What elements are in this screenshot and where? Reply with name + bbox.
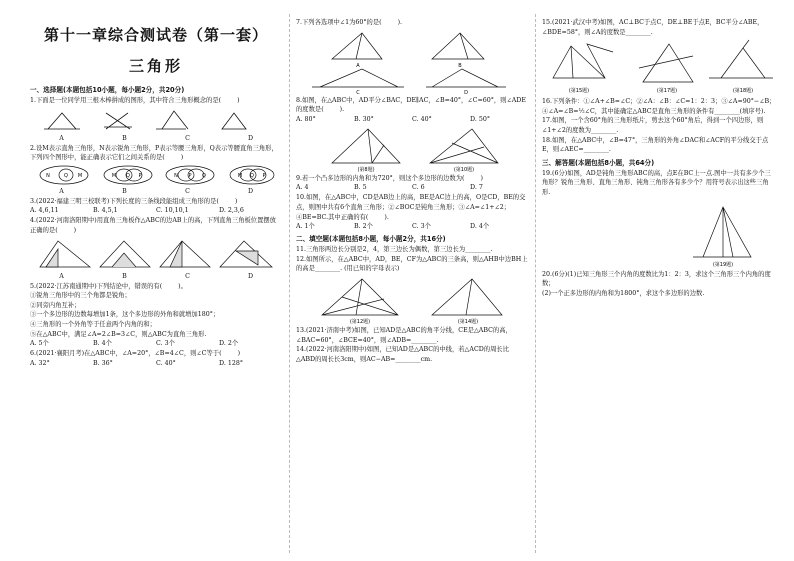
question-13: 13.(2021·济南中考)如图，已知AD是△ABC的角平分线，CE是△ABC的高，∠BAC=60°，∠BCE=40°，则∠ADB=________. [296,326,512,344]
svg-text:P: P [188,172,192,179]
svg-text:(第17题): (第17题) [656,88,678,95]
question-2: 2.设M表示直角三角形，N表示锐角三角形，P表示等腰三角形，Q表示等腰直角三角形，下列四个图形中，能正确表示它们之间关系的是( ) [30,144,278,162]
svg-text:(第15题): (第15题) [568,88,590,95]
question-19: 19.(6分)如图，AD是钝角三角形ABC的高，点E在BC上一点.图中一共有多少个三角形？锐角三角形、直角三角形、钝角三角形各有多少个？用符号表示出这些三角形. [542,169,771,196]
q1-figures [36,107,276,133]
question-14: 14.(2022·河南洛阳期中)如图，已知AD是△ABC的中线，若△ACD的周长比△ABD的周长长3cm，则AC−AB=________cm. [296,346,509,363]
page-subtitle: 三角形 [128,57,183,75]
question-15: 15.(2021·武汉中考)如图，AC⊥BC于点C，DE⊥BE于点E，BC平分∠ABE，∠BDE=58°，则∠A的度数是________. [542,19,764,36]
svg-text:Q: Q [64,172,68,179]
svg-text:D: D [464,89,468,95]
column-3 [542,18,776,551]
q2-venn-diagrams [36,164,276,186]
column-1 [30,18,282,551]
question-11: 11.三角形两边长分别是2，4，第三边长为偶数，第三边长为________. [296,246,493,254]
q7-figures [302,29,522,95]
page-title: 第十一章综合测试卷（第一套） [43,26,268,44]
svg-text:M: M [77,172,83,179]
svg-text:Q: Q [202,172,206,179]
q8-q10-figures [302,125,522,173]
question-9: 9.若一个凸多边形的内角和为720°，则这个多边形的边数为( ) [296,174,483,182]
question-1: 1.下面是一位同学用三根木棒拼成的图形，其中符合三角形概念的是( ) [30,97,240,104]
question-5: 5.(2022·江苏南通期中)下列结论中，错误的有( )。 ①锐角三角形中的三个角都是锐角； ②同旁内角互补； ③一个多边形的边数每增加1条，这个多边形的外角和就增加180°； ④三角形的一个外角等于任意两个内角的和； ⑤在△ABC中，满足∠A=2∠B=3∠C，则△ABC为直角三角形. [30,282,220,338]
q3-options: A. 4,6,11 B. 4,5,1 C. 10,10,1 D. 2,3,6 [30,207,244,215]
section-fill: 二、填空题(本题包括8小题，每小题2分，共16分) [296,235,446,244]
q12-q14-figures [302,275,522,325]
question-17: 17.如图，一个含60°角的三角形纸片，剪去这个60°角后，得到一个四边形，则∠1+∠2的度数为________. [542,117,764,134]
section-choice: 一、选择题(本题包括10小题，每小题2分，共20分) [30,86,185,94]
question-20: 20.(6分)(1)已知三角形三个内角的度数比为1：2：3，求这个三角形三个内角的度数； (2)一个正多边形的内角和为1800°，求这个多边形的边数. [542,270,771,297]
q15-q17-q18-figures [543,38,775,96]
svg-text:M: M [237,172,243,179]
question-6: 6.(2021·襄阳月考)在△ABC中，∠A=20°，∠B=4∠C，则∠C等于( ) [30,350,241,358]
q6-options: A. 32° B. 36° C. 40° D. 128° [30,359,243,367]
question-16: 16.下列条件：①∠A+∠B=∠C；②∠A：∠B：∠C=1：2：3；③∠A=90°−∠B；④∠A=∠B=½∠C，其中能确定△ABC是直角三角形的条件有________(填序号). [542,98,776,115]
q2-options: A B C D [59,187,254,195]
q9-options: A. 4 B. 5 C. 6 D. 7 [296,184,483,192]
svg-text:N: N [46,172,50,179]
svg-text:P: P [262,172,266,179]
question-12: 12.如图所示，在△ABC中，AD，BE，CF为△ABC的三条高，则△AHB中边BH上的高是________. (用已知的字母表示) [296,255,528,273]
svg-text:C: C [356,89,360,95]
svg-text:(第12题): (第12题) [349,318,371,325]
svg-text:Q: Q [250,172,254,179]
q4-figures [36,237,276,271]
question-18: 18.如图，在△ABC中，∠B=47°，三角形的外角∠DAC和∠ACF的平分线交于点E，则∠AEC=________. [542,136,769,154]
column-divider [535,14,536,553]
svg-text:N: N [174,172,178,179]
svg-text:P: P [138,172,142,179]
column-divider [289,14,290,553]
svg-text:A: A [356,62,360,69]
question-8: 8.如图，在△ABC中，AD平分∠BAC，DE∥AC，∠B=40°，∠C=60°，则∠ADE的度数是( ). [296,96,526,114]
svg-text:B: B [458,62,462,69]
column-2 [296,18,528,551]
q5-options: A. 5个 B. 4个 C. 3个 D. 2个 [30,340,239,348]
q8-options: A. 80° B. 30° C. 40° D. 50° [296,115,490,123]
svg-text:(第10题): (第10题) [453,166,475,173]
section-answer: 三、解答题(本题包括8小题，共64分) [542,158,655,167]
q1-options: A B C D [59,134,254,142]
question-10: 10.如图，在△ABC中，CD是AB边上的高，BE是AC边上的高，O是CD，BE的交点，则图中共有6个直角三角形；②∠BOC是钝角三角形；③∠A=∠1+∠2；④BE=BC.其中正确的有( ). [296,194,526,221]
q4-options: A B C D [59,272,254,280]
question-7: 7.下列各选项中∠1为60°的是( ). [296,19,403,26]
svg-text:Q: Q [126,172,130,179]
svg-text:(第18题): (第18题) [732,88,754,95]
question-3: 3.(2022·福建三明三校联考)下列长度的三条线段能组成三角形的是( ) [30,197,238,205]
q10-options: A. 1个 B. 2个 C. 3个 D. 4个 [296,223,490,231]
svg-text:(第19题): (第19题) [712,261,734,268]
svg-text:(第8题): (第8题) [357,166,375,173]
q19-figure [543,199,775,269]
svg-text:M: M [111,172,117,179]
svg-text:(第14题): (第14题) [457,318,479,325]
question-4: 4.(2022·河南洛阳期中)用直角三角板作△ABC的边AB上的高，下列直角三角板位置摆放正确的是( ) [30,217,276,234]
